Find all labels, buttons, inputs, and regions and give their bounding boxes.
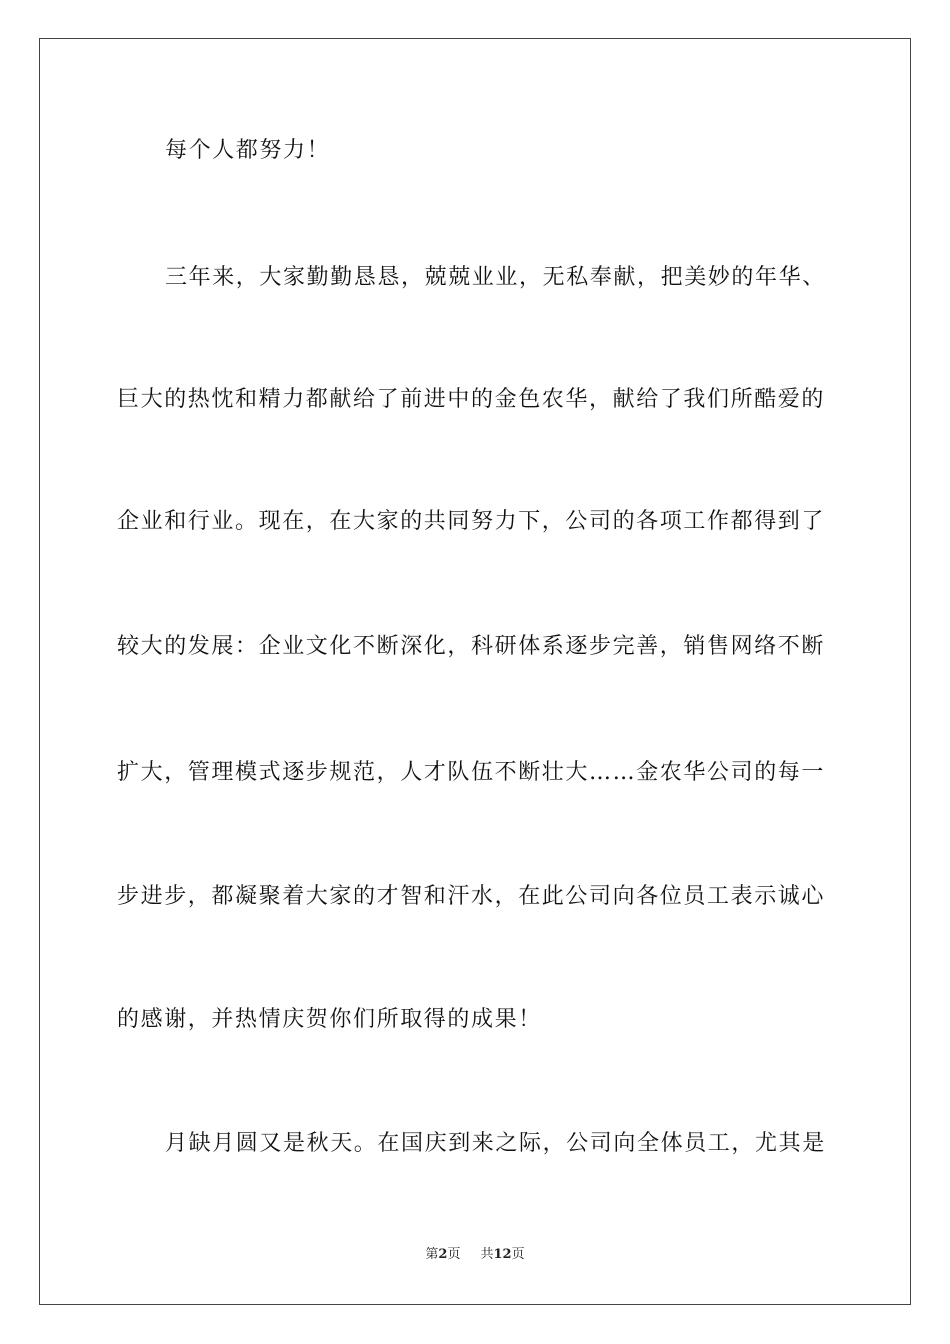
paragraph-line: 的感谢，并热情庆贺你们所取得的成果！	[117, 1007, 542, 1032]
page-suffix: 页	[447, 1247, 461, 1262]
paragraph-line: 月缺月圆又是秋天。在国庆到来之际，公司向全体员工，尤其是	[165, 1131, 826, 1156]
paragraph-line: 巨大的热忱和精力都献给了前进中的金色农华，献给了我们所酷爱的	[117, 387, 826, 412]
paragraph-line: 企业和行业。现在，在大家的共同努力下，公司的各项工作都得到了	[117, 509, 826, 534]
page-border	[39, 38, 911, 1305]
page-footer	[0, 1246, 950, 1264]
paragraph-line: 扩大，管理模式逐步规范，人才队伍不断壮大……金农华公司的每一	[117, 760, 826, 785]
paragraph-line: 三年来，大家勤勤恳恳，兢兢业业，无私奉献，把美妙的年华、	[165, 265, 826, 290]
paragraph-line: 步进步，都凝聚着大家的才智和汗水，在此公司向各位员工表示诚心	[117, 884, 826, 909]
total-pages: 12	[493, 1247, 512, 1262]
paragraph-line: 每个人都努力！	[165, 138, 331, 163]
paragraph-line: 较大的发展：企业文化不断深化，科研体系逐步完善，销售网络不断	[117, 634, 826, 659]
page-prefix: 第	[425, 1247, 439, 1262]
total-prefix: 共	[480, 1247, 494, 1262]
total-suffix: 页	[511, 1247, 525, 1262]
page-number: 2	[438, 1247, 448, 1262]
